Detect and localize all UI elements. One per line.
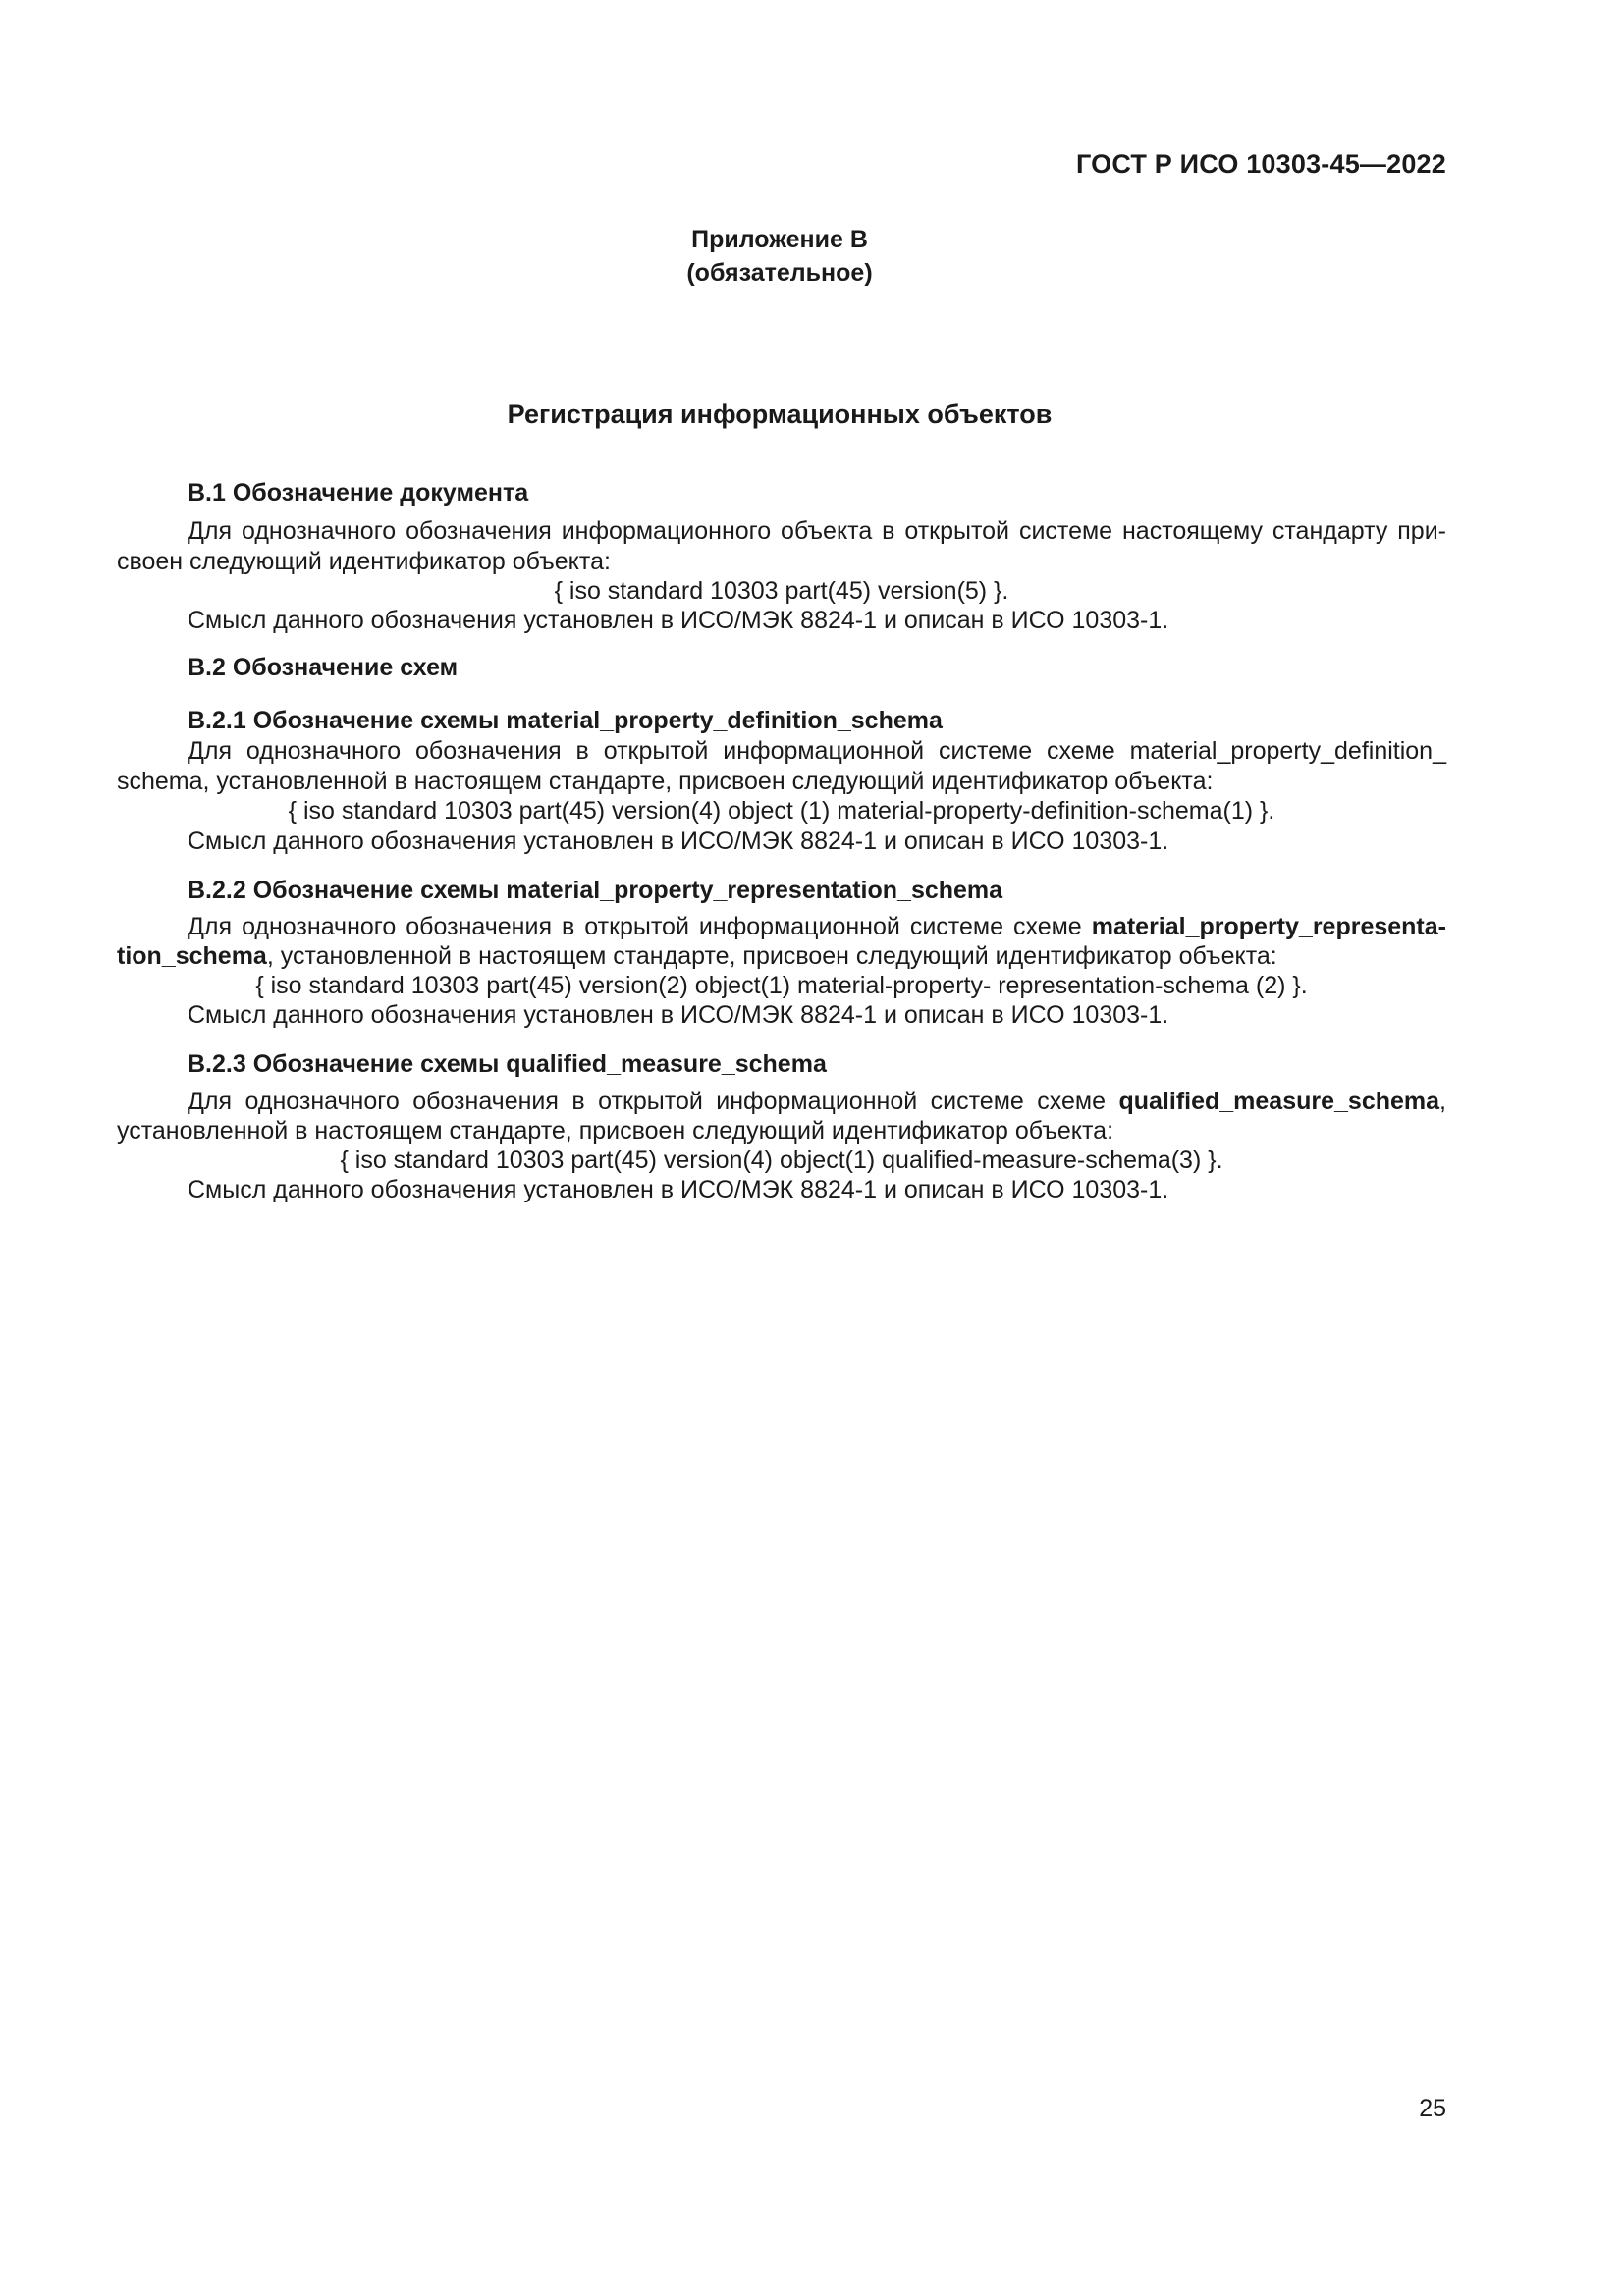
section-b1-meaning: Смысл данного обозначения установлен в ИСО/МЭК 8824-1 и описан в ИСО 10303-1.: [188, 607, 1169, 634]
section-b1-paragraph-line: Для однозначного обозначения информационного объекта в открытой системе настоящему стандарту при-: [188, 517, 1446, 545]
section-b1-identifier: { iso standard 10303 part(45) version(5) }.: [554, 577, 1009, 605]
section-b23-paragraph-line: [188, 1088, 1446, 1116]
section-b21-identifier: { iso standard 10303 part(45) version(4) object (1) material-property-definition-schema(1) }.: [288, 797, 1275, 825]
section-b21-meaning: Смысл данного обозначения установлен в ИСО/МЭК 8824-1 и описан в ИСО 10303-1.: [188, 828, 1169, 855]
document-code: ГОСТ Р ИСО 10303-45—2022: [1076, 149, 1446, 179]
appendix-label: Приложение В: [691, 226, 868, 253]
section-b21-paragraph-line: schema, установленной в настоящем стандарте, присвоен следующий идентификатор объекта:: [117, 768, 1214, 795]
page-number: 25: [1419, 2095, 1446, 2122]
schema-name-bold: qualified_measure_schema: [1118, 1088, 1440, 1115]
schema-name-bold: material_property_representa-: [1091, 913, 1446, 940]
page-title: Регистрация информационных объектов: [507, 400, 1053, 429]
schema-name-bold: tion_schema: [117, 942, 267, 970]
section-b23-paragraph-line: установленной в настоящем стандарте, присвоен следующий идентификатор объекта:: [117, 1117, 1114, 1145]
section-heading-b21: В.2.1 Обозначение схемы material_property_definition_schema: [188, 707, 943, 734]
section-b22-paragraph-line: [188, 913, 1446, 941]
section-b23-comma: ,: [1439, 1088, 1446, 1115]
section-b22-text: Для однозначного обозначения в открытой информационной системе схеме: [188, 913, 1082, 940]
section-heading-b2: В.2 Обозначение схем: [188, 654, 459, 681]
section-b21-paragraph-line: Для однозначного обозначения в открытой информационной системе схеме material_property_definition_: [188, 737, 1446, 765]
appendix-status: (обязательное): [686, 259, 873, 287]
section-heading-b22: В.2.2 Обозначение схемы material_property_representation_schema: [188, 877, 1003, 904]
section-b23-text: Для однозначного обозначения в открытой информационной системе схеме: [188, 1088, 1106, 1115]
section-b1-paragraph-line: своен следующий идентификатор объекта:: [117, 548, 611, 575]
section-b22-text: , установленной в настоящем стандарте, присвоен следующий идентификатор объекта:: [266, 942, 1277, 970]
section-b23-identifier: { iso standard 10303 part(45) version(4) object(1) qualified-measure-schema(3) }.: [340, 1147, 1223, 1174]
section-b23-meaning: Смысл данного обозначения установлен в ИСО/МЭК 8824-1 и описан в ИСО 10303-1.: [188, 1176, 1169, 1203]
section-b22-meaning: Смысл данного обозначения установлен в ИСО/МЭК 8824-1 и описан в ИСО 10303-1.: [188, 1001, 1169, 1029]
section-b22-paragraph-line: [117, 942, 1277, 971]
section-heading-b1: В.1 Обозначение документа: [188, 479, 529, 507]
section-b22-identifier: { iso standard 10303 part(45) version(2) object(1) material-property- representation-schema (2) }.: [255, 972, 1308, 999]
section-heading-b23: В.2.3 Обозначение схемы qualified_measure_schema: [188, 1050, 827, 1078]
